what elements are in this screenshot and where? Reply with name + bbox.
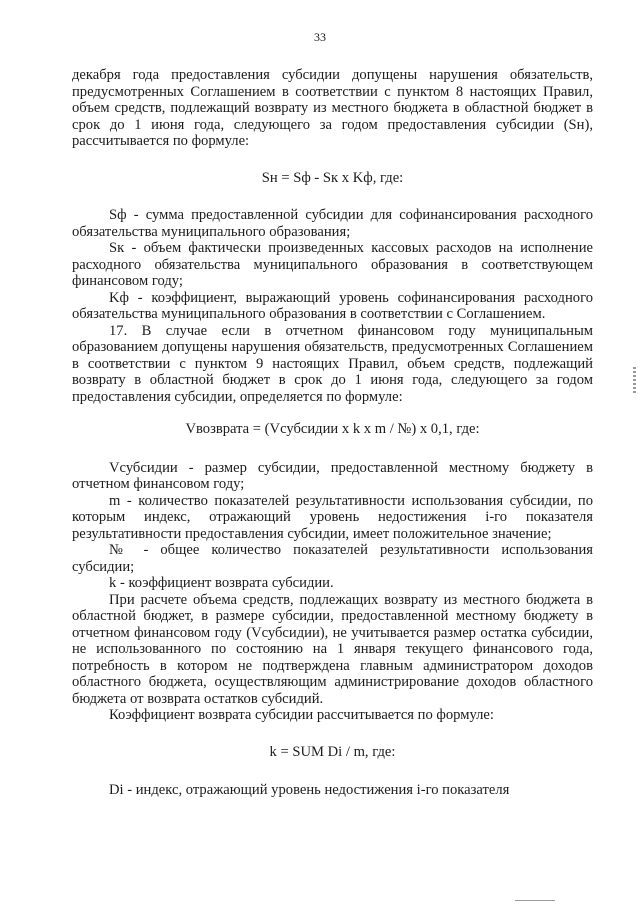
- paragraph-intro: декабря года предоставления субсидии допущены нарушения обязательств, предусмотренных Соглашением в соответствии с пунктом 8 настоящих Правил, объем средств, подлежащий возврату из местного бюджета в областной бюджет в срок до 1 июня года, следующего за годом предоставления субсидии (Sн), рассчитывается по формуле:: [72, 67, 593, 149]
- formula-k: k = SUM Di / m, где:: [269, 743, 396, 760]
- definition-kf: Kф - коэффициент, выражающий уровень софинансирования расходного обязательства муниципального образования в соответствии с Соглашением.: [72, 289, 593, 322]
- paragraph-17: 17. В случае если в отчетном финансовом году муниципальным образованием допущены нарушения обязательств, предусмотренных Соглашением в соответствии с пунктом 9 настоящих Правил, объем средств, подлежащий возврату в областной бюджет в срок до 1 июня года, следующего за годом предоставления субсидии, определяется по формуле:: [72, 322, 593, 405]
- definition-n: № - общее количество показателей результативности использования субсидии;: [72, 542, 593, 575]
- document-body: [72, 67, 593, 799]
- definition-sf: Sф - сумма предоставленной субсидии для софинансирования расходного обязательства муниципального образования;: [72, 207, 593, 240]
- definition-sk: Sк - объем фактически произведенных кассовых расходов на исполнение расходного обязательства муниципального образования в соответствующем финансовом году;: [72, 240, 593, 289]
- definition-vsubsidy: Vсубсидии - размер субсидии, предоставленной местному бюджету в отчетном финансовом году;: [72, 459, 593, 492]
- scan-bottom-mark: [515, 900, 555, 901]
- definition-m: m - количество показателей результативности использования субсидии, по которым индекс, отражающий уровень недостижения i-го показателя результативности предоставления субсидии, имеет положительное значение;: [72, 492, 593, 542]
- formula-vreturn: Vвозврата = (Vсубсидии x k x m / №) x 0,1, где:: [185, 421, 480, 437]
- scan-margin-mark: [633, 367, 636, 393]
- definition-di: Di - индекс, отражающий уровень недостижения i-го показателя: [109, 782, 510, 798]
- paragraph-calculation: При расчете объема средств, подлежащих возврату из местного бюджета в областной бюджет, в размере субсидии, предоставленной местному бюджету в отчетном финансовом году (Vсубсидии), не учитывается размер остатка субсидии, не использованного по состоянию на 1 января текущего финансового года, потребность в котором не подтверждена главным администратором доходов областного бюджета, осуществляющим администрирование доходов областного бюджета от возврата остатков субсидий.: [72, 591, 593, 707]
- definition-k: k - коэффициент возврата субсидии.: [109, 575, 334, 591]
- paragraph-coefficient-intro: Коэффициент возврата субсидии рассчитывается по формуле:: [109, 707, 494, 723]
- page-number: 33: [314, 30, 326, 44]
- formula-sn: Sн = Sф - Sк x Kф, где:: [261, 169, 404, 186]
